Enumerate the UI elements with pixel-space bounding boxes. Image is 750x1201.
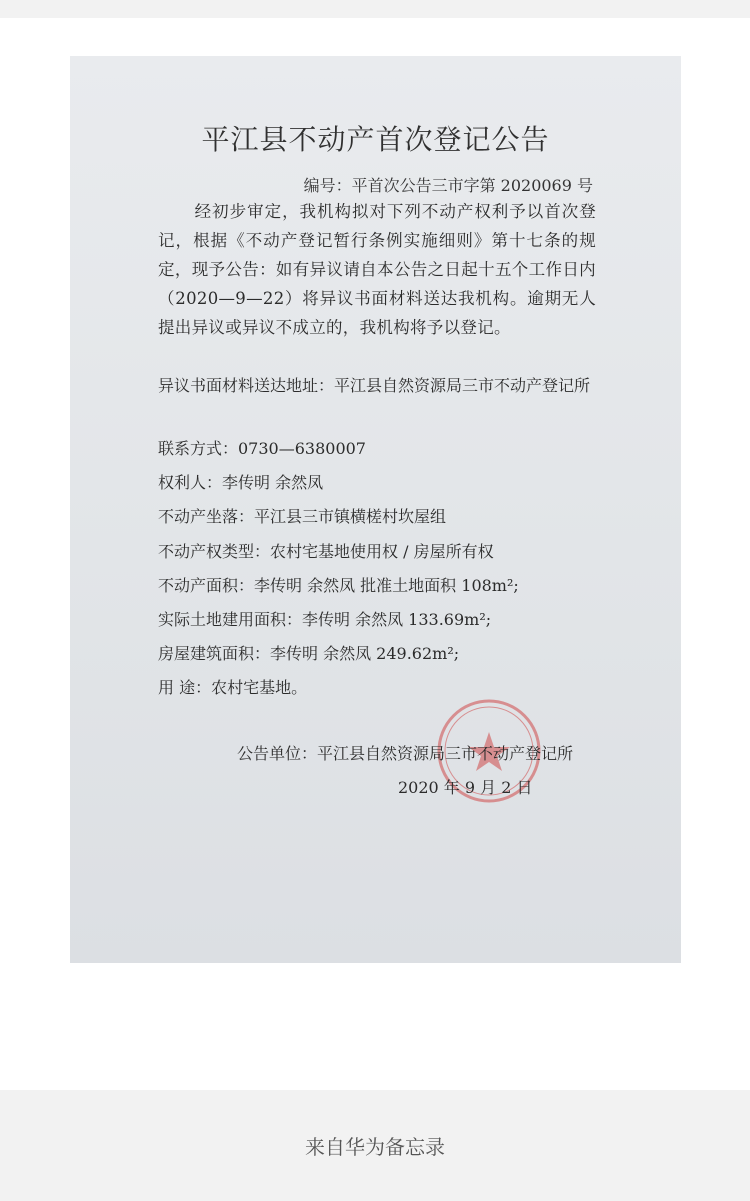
property-area: 不动产面积：李传明 余然凤 批准土地面积 108m²; [158,576,519,595]
usage: 用 途：农村宅基地。 [158,678,308,697]
document-title: 平江县不动产首次登记公告 [201,123,550,156]
actual-land-area: 实际土地建用面积：李传明 余然凤 133.69m²; [158,610,492,629]
building-area: 房屋建筑面积：李传明 余然凤 249.62m²; [158,644,460,663]
property-location: 不动产坐落：平江县三市镇横槎村坎屋组 [158,507,447,526]
contact-info: 联系方式：0730—6380007 [158,439,366,458]
document-number: 编号：平首次公告三市字第 2020069 号 [303,176,593,195]
notice-paragraph-text: 经初步审定，我机构拟对下列不动产权利予以首次登记，根据《不动产登记暂行条例实施细则》第十七条的规定，现予公告：如有异议请自本公告之日起十五个工作日内（2020—9—22）将异议书面材料送达我机构。逾期无人提出异议或异议不成立的，我机构将予以登记。 [158,202,596,337]
right-holder: 权利人：李传明 余然凤 [158,473,324,492]
right-type: 不动产权类型：农村宅基地使用权 / 房屋所有权 [158,542,494,561]
notice-unit: 公告单位：平江县自然资源局三市不动产登记所 [237,744,574,763]
notice-paragraph [158,197,596,342]
footer-bar [0,1090,750,1201]
objection-address: 异议书面材料送达地址：平江县自然资源局三市不动产登记所 [158,376,591,395]
top-bar [0,0,750,18]
notice-date: 2020 年 9 月 2 日 [398,778,533,797]
source-label: 来自华为备忘录 [305,1135,445,1159]
document-photo [70,56,681,963]
